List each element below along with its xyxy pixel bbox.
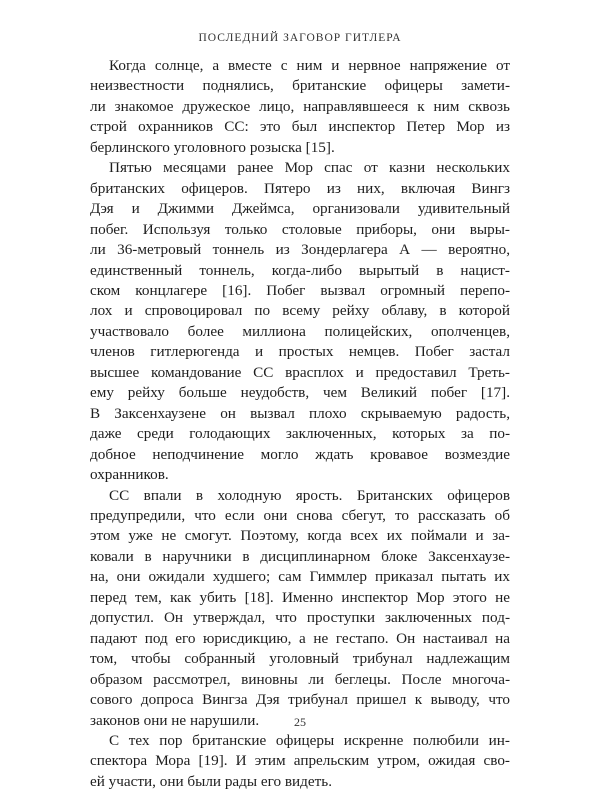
text-line: Когда солнце, а вместе с ним и нервное напряжение от — [109, 57, 510, 74]
text-line: ли 36-метровый тоннель из Зондерлагера А — вероятно, — [90, 241, 510, 259]
text-line: строй охранников СС: это был инспектор Петер Мор из — [90, 118, 510, 136]
text-line: ему рейху больше неудобств, чем Великий побег [17]. — [90, 384, 510, 402]
text-line: образом рассмотрел, виновны ли беглецы. После многоча- — [90, 670, 510, 688]
text-line: том, чтобы собранный уголовный трибунал надлежащим — [90, 650, 510, 668]
text-line: единственный тоннель, когда-либо вырытый в нацист- — [90, 261, 510, 279]
text-line: ковали в наручники в дисциплинарном блоке Заксенхаузе- — [90, 547, 510, 565]
text-line: падают под его юрисдикцию, а не гестапо. Он настаивал на — [90, 629, 510, 647]
text-line: участвовало более миллиона полицейских, ополченцев, — [90, 322, 510, 340]
paragraph — [90, 56, 510, 158]
page-number: 25 — [294, 715, 306, 729]
text-line: лох и спровоцировал по всему рейху облаву, в которой — [90, 302, 510, 320]
text-line: этом уже не смогут. Поэтому, когда всех их поймали и за- — [90, 527, 510, 545]
text-line: на, они ожидали худшего; сам Гиммлер приказал пытать их — [90, 568, 510, 586]
text-line: Дэя и Джимми Джеймса, организовали удивительный — [90, 200, 510, 218]
text-line: членов гитлерюгенда и простых немцев. Побег застал — [90, 343, 510, 361]
text-line: спектора Мора [19]. И этим апрельским утром, ожидая сво- — [90, 752, 510, 770]
text-line: В Заксенхаузене он вызвал плохо скрываемую радость, — [90, 404, 510, 422]
text-line: ей участи, они были рады его видеть. — [90, 772, 332, 790]
text-line: побег. Используя только столовые приборы, они выры- — [90, 220, 510, 238]
text-line: сового допроса Вингза Дэя трибунал пришел к выводу, что — [90, 691, 510, 709]
paragraph — [90, 731, 510, 792]
text-line: предупредили, что если они снова сбегут, то рассказать об — [90, 506, 510, 524]
text-line: ском концлагере [16]. Побег вызвал огромный перепо- — [90, 281, 510, 299]
main-text — [90, 56, 510, 792]
text-line: Пятью месяцами ранее Мор спас от казни нескольких — [109, 159, 510, 177]
text-line: добное неподчинение могло ждать кровавое возмездие — [90, 445, 510, 463]
text-line: даже среди голодающих заключенных, которых за по- — [90, 425, 510, 443]
text-line: охранников. — [90, 466, 169, 484]
text-line: высшее командование СС врасплох и предоставил Треть- — [90, 363, 510, 381]
text-line: законов они не нарушили. — [90, 711, 260, 729]
text-line: допустил. Он утверждал, что проступки заключенных под- — [90, 609, 510, 627]
text-line: С тех пор британские офицеры искренне полюбили ин- — [109, 731, 510, 749]
paragraph — [90, 158, 510, 485]
text-line: перед тем, как убить [18]. Именно инспектор Мор этого не — [90, 588, 510, 606]
running-head: ПОСЛЕДНИЙ ЗАГОВОР ГИТЛЕРА — [198, 32, 402, 44]
text-line: неизвестности поднялись, британские офицеры замети- — [90, 77, 510, 95]
text-line: берлинского уголовного розыска [15]. — [90, 138, 335, 156]
text-line: ли знакомое дружеское лицо, направлявшееся к ним сквозь — [90, 97, 510, 115]
text-line: британских офицеров. Пятеро из них, включая Вингз — [90, 179, 510, 197]
paragraph — [90, 486, 510, 731]
text-line: СС впали в холодную ярость. Британских офицеров — [109, 486, 510, 504]
